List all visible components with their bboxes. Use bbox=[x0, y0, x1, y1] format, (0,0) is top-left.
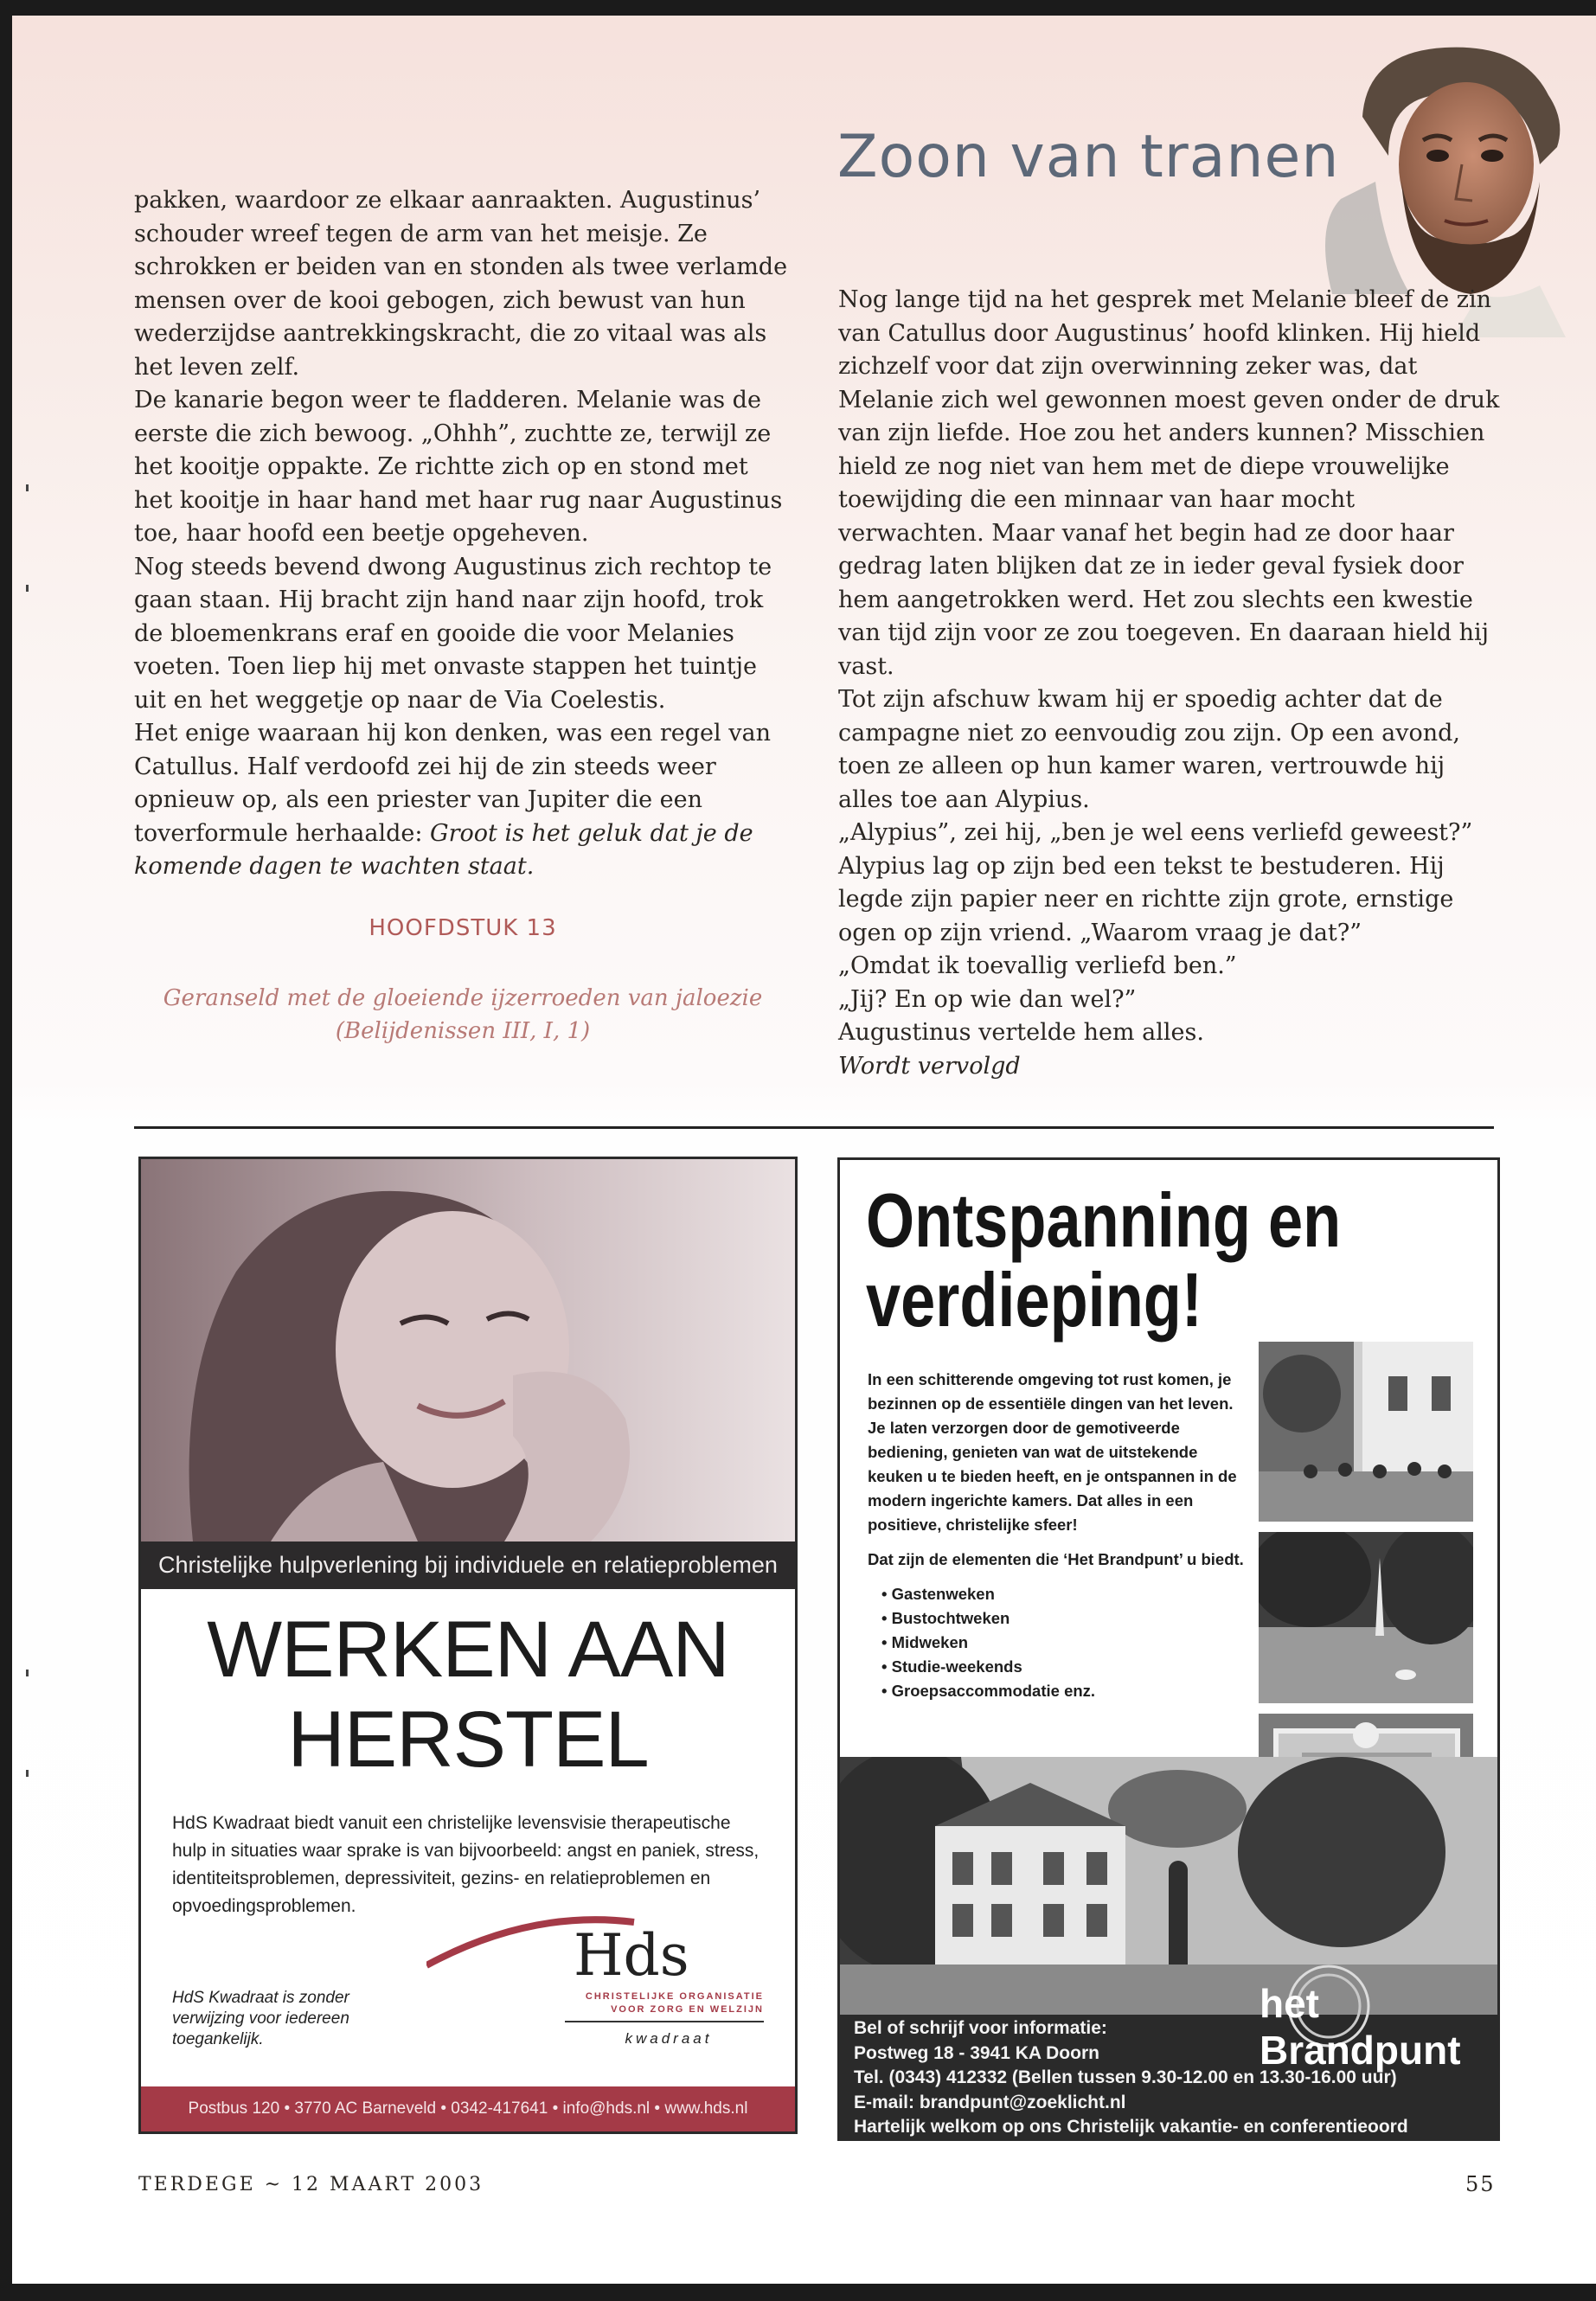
epigraph-source: (Belijdenissen III, I, 1) bbox=[335, 1018, 591, 1044]
paragraph: „Omdat ik toevallig verliefd ben.” bbox=[838, 952, 1237, 979]
hds-logo bbox=[426, 1905, 772, 2052]
contact-phone: Tel. (0343) 412332 (Bellen tussen 9.30-12.00 en 13.30-16.00 uur) bbox=[854, 2067, 1397, 2087]
ad-note: HdS Kwadraat is zonder verwijzing voor iedereen toegankelijk. bbox=[172, 1989, 349, 2048]
ad-intro: In een schitterende omgeving tot rust komen, je bezinnen op de essentiële dingen van het leven. Je laten verzorgen door de gemotiveerde bediening, genieten van wat de uitstekende keuken u te bieden heeft, en je ontspannen in de modern ingerichte kamers. Dat alles in een positieve, christelijke sfeer! bbox=[868, 1370, 1237, 1534]
paragraph: Augustinus vertelde hem alles. bbox=[838, 1019, 1204, 1046]
scan-border-bottom bbox=[0, 2284, 1596, 2301]
margin-mark bbox=[26, 1670, 29, 1676]
contact-email: E-mail: brandpunt@zoeklicht.nl bbox=[854, 2092, 1126, 2112]
list-item: • Bustochtweken bbox=[881, 1606, 1248, 1631]
ad-body-text bbox=[868, 1368, 1248, 1703]
headline-line: Ontspanning en bbox=[866, 1177, 1342, 1263]
paragraph bbox=[134, 717, 792, 884]
headline-line: WERKEN AAN bbox=[207, 1606, 729, 1694]
margin-mark bbox=[26, 484, 29, 491]
list-item: • Groepsaccommodatie enz. bbox=[881, 1679, 1248, 1703]
headline-line: HERSTEL bbox=[287, 1695, 649, 1784]
section-divider bbox=[134, 1126, 1494, 1129]
article-left-column bbox=[134, 184, 792, 884]
logo-text: Hds bbox=[574, 1922, 689, 1989]
ad-headline bbox=[141, 1605, 795, 1785]
advertisement-hds bbox=[138, 1157, 798, 2134]
paragraph: pakken, waardoor ze elkaar aanraakten. Augustinus’ schouder wreef tegen de arm van het meisje. Ze schrokken er beiden van en stonden als twee verlamde mensen over de kooi gebogen, zich bewust van hun wederzijdse aantrekkingskracht, die zo vitaal was als het leven zelf. bbox=[134, 187, 788, 381]
paragraph: „Jij? En op wie dan wel?” bbox=[838, 985, 1137, 1013]
article-right-column bbox=[838, 284, 1504, 1083]
logo-subtitle: kwadraat bbox=[625, 2030, 713, 2047]
paragraph: De kanarie begon weer te fladderen. Melanie was de eerste die zich bewoog. „Ohhh”, zuchtte ze, terwijl ze het kooitje oppakte. Ze richtte zich op en stond met het kooitje in haar hand met haar rug naar Augustinus toe, haar hoofd een beetje opgeheven. bbox=[134, 387, 783, 547]
continued-note bbox=[838, 1050, 1504, 1084]
list-item: • Gastenweken bbox=[881, 1582, 1248, 1606]
woman-portrait-photo bbox=[141, 1159, 795, 1541]
paragraph-text: Het enige waaraan hij kon denken, was een regel van Catullus. Half verdoofd zei hij de zin steeds weer opnieuw op, als een priester van Jupiter die een toverformule herhaalde: bbox=[134, 720, 771, 847]
offer-list bbox=[868, 1582, 1248, 1703]
contact-address: Postweg 18 - 3941 KA Doorn bbox=[854, 2042, 1099, 2063]
contact-line: Bel of schrijf voor informatie: bbox=[854, 2018, 1107, 2038]
chapter-heading: HOOFDSTUK 13 bbox=[369, 915, 557, 941]
headline-line: verdieping! bbox=[866, 1257, 1202, 1343]
paragraph: Nog steeds bevend dwong Augustinus zich rechtop te gaan staan. Hij bracht zijn hand naar zijn hoofd, trok de bloemenkrans eraf en gooide die voor Melanies voeten. Toen liep hij met onvaste stappen het tuintje uit en het weggetje op naar de Via Coelestis. bbox=[134, 553, 772, 714]
pond-fountain-photo bbox=[1259, 1532, 1473, 1703]
logo-text: het Brandpunt bbox=[1259, 1981, 1461, 2073]
paragraph: Tot zijn afschuw kwam hij er spoedig achter dat de campagne niet zo eenvoudig zou zijn. Op een avond, toen ze alleen op hun kamer waren, vertrouwde hij alles toe aan Alypius. bbox=[838, 686, 1460, 813]
margin-mark bbox=[26, 1770, 29, 1777]
scan-border-left bbox=[0, 0, 12, 2301]
page-number: 55 bbox=[1465, 2172, 1496, 2196]
advertisement-brandpunt bbox=[837, 1157, 1500, 2141]
list-item: • Studie-weekends bbox=[881, 1655, 1248, 1679]
list-item: • Midweken bbox=[881, 1631, 1248, 1655]
ad-contact-footer: Postbus 120 • 3770 AC Barneveld • 0342-417641 • info@hds.nl • www.hds.nl bbox=[141, 2086, 795, 2131]
ad-elements-text: Dat zijn de elementen die ‘Het Brandpunt’ u biedt. bbox=[868, 1550, 1244, 1568]
continued-text: Wordt vervolgd bbox=[838, 1052, 1021, 1080]
logo-tagline-1: CHRISTELIJKE ORGANISATIE bbox=[585, 1991, 764, 2002]
ad-banner: Christelijke hulpverlening bij individuele en relatieproblemen bbox=[141, 1541, 795, 1589]
paragraph: Nog lange tijd na het gesprek met Melanie bleef de zin van Catullus door Augustinus’ hoofd klinken. Hij hield zichzelf voor dat zijn overwinning zeker was, dat Melanie zich wel gewonnen moest geven onder de druk van zijn liefde. Hoe zou het anders kunnen? Misschien hield ze nog niet van hem met de diepe vrouwelijke toewijding die een minnaar van haar mocht verwachten. Maar vanaf het begin had ze door haar gedrag laten blijken dat ze in ieder geval fysiek door hem aangetrokken werd. Het zou slechts een kwestie van tijd zijn voor ze zou toegeven. En daaraan hield hij vast. bbox=[838, 286, 1500, 680]
contact-welcome: Hartelijk welkom op ons Christelijk vakantie- en conferentieoord bbox=[854, 2117, 1408, 2137]
logo-tagline-2: VOOR ZORG EN WELZIJN bbox=[611, 2004, 764, 2015]
scan-border-top bbox=[0, 0, 1596, 16]
publication-footer: TERDEGE ~ 12 MAART 2003 bbox=[138, 2174, 484, 2195]
ad-body-text: HdS Kwadraat biedt vanuit een christelijke levensvisie therapeutische hulp in situaties waar sprake is van bijvoorbeeld: angst en paniek, stress, identiteitsproblemen, depressiviteit, gezins- en relatieproblemen en opvoedingsproblemen. bbox=[172, 1813, 760, 1916]
chapter-epigraph bbox=[134, 982, 792, 1048]
ad-contact-info bbox=[854, 2016, 1494, 2140]
terrace-photo bbox=[1259, 1342, 1473, 1522]
ad-headline bbox=[866, 1177, 1362, 1343]
epigraph-line: Geranseld met de gloeiende ijzerroeden van jaloezie bbox=[163, 985, 763, 1011]
paragraph: „Alypius”, zei hij, „ben je wel eens verliefd geweest?” Alypius lag op zijn bed een tekst te bestuderen. Hij legde zijn papier neer en richtte zijn grote, ernstige ogen op zijn vriend. „Waarom vraag je dat?” bbox=[838, 819, 1473, 946]
margin-mark bbox=[26, 585, 29, 592]
italic-quote: Groot is het geluk dat je de komende dagen te wachten staat. bbox=[134, 819, 753, 880]
article-title: Zoon van tranen bbox=[837, 123, 1340, 191]
